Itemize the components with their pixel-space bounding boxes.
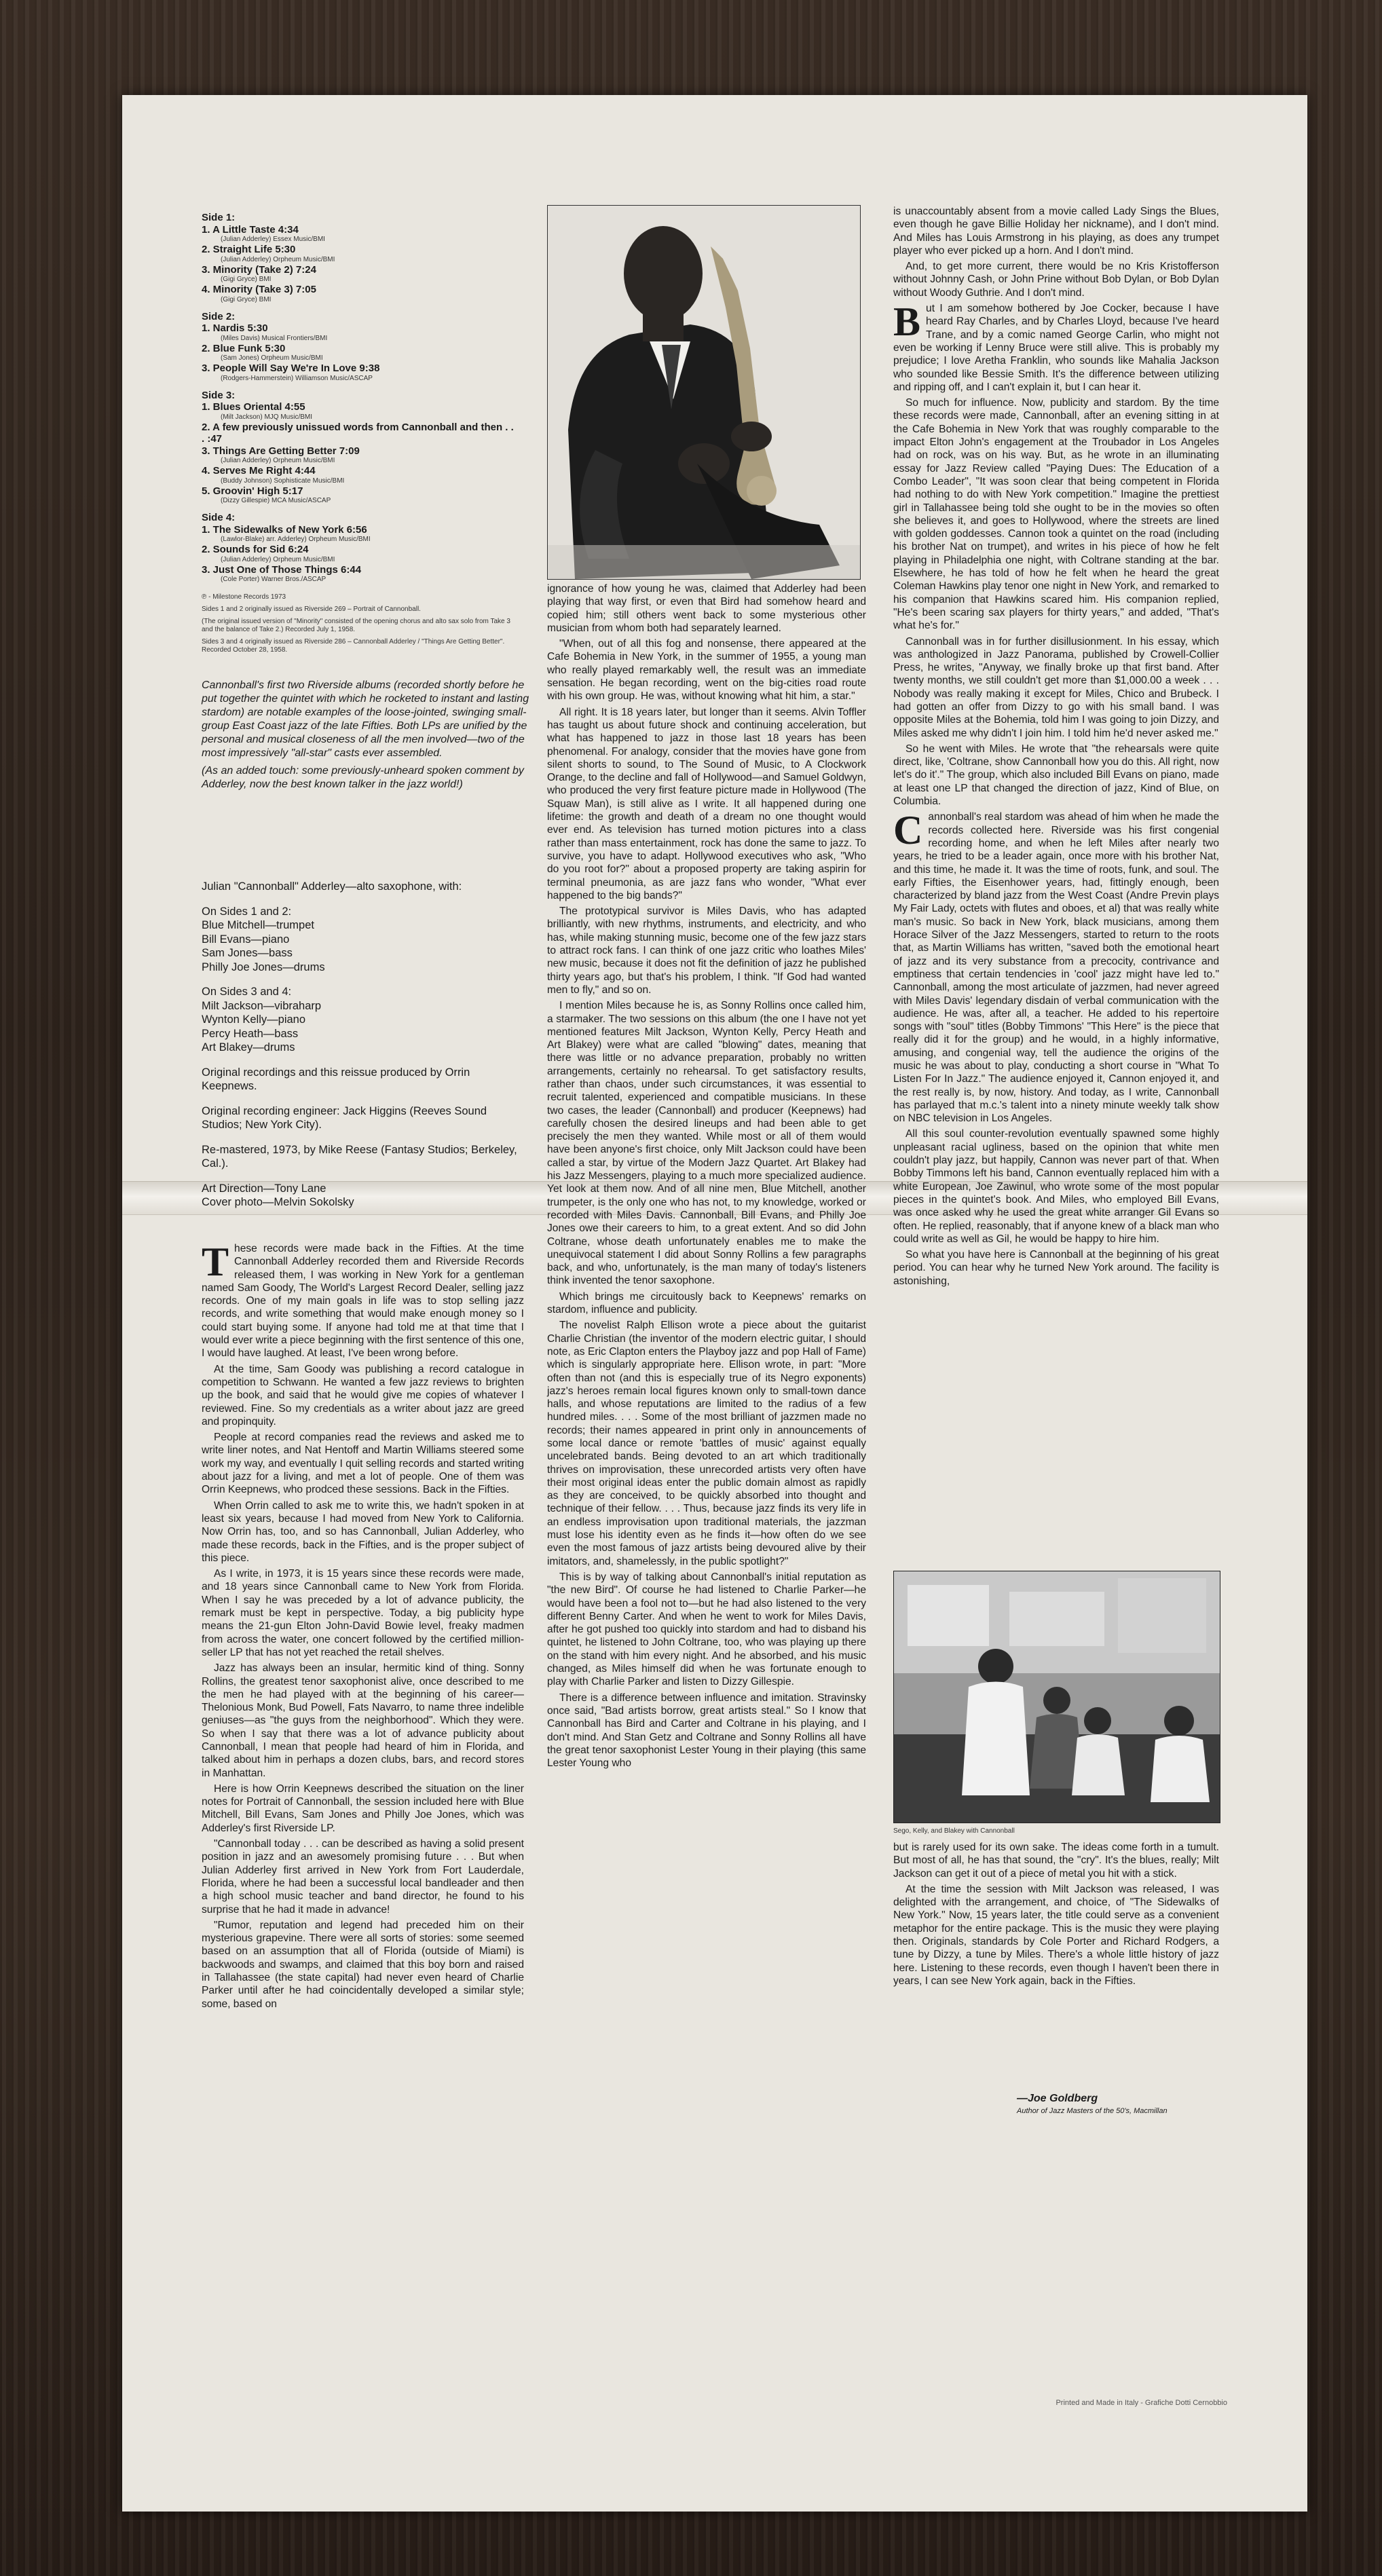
- track-title: 1. Nardis 5:30: [202, 322, 268, 334]
- album-summary: [202, 679, 534, 796]
- essay-paragraph: So he went with Miles. He wrote that "the rehearsals were quite direct, like, 'Coltrane, show Cannonball how you do this. All right, now let's do it'." The group, which also included Bill Evans on piano, made at least one LP that changed the direction of jazz, Kind of Blue, on Columbia.: [893, 743, 1219, 808]
- essay-paragraph: [202, 1239, 525, 1360]
- leader-line: Julian "Cannonball" Adderley—alto saxophone, with:: [202, 880, 462, 893]
- personnel-heading: On Sides 3 and 4:: [202, 986, 292, 998]
- track-title: 1. Blues Oriental 4:55: [202, 401, 305, 413]
- printed-in-italy: Printed and Made in Italy - Grafiche Dotti Cernobbio: [1056, 2399, 1227, 2407]
- track-title: 3. Things Are Getting Better 7:09: [202, 445, 360, 457]
- essay-paragraph: is unaccountably absent from a movie called Lady Sings the Blues, even though he gave Billie Holiday her nickname), and I don't mind. And Miles has Louis Armstrong in his playing, as does any trumpet player who ever picked up a horn. And I don't mind.: [893, 206, 1219, 257]
- essay-paragraph: The prototypical survivor is Miles Davis, who has adapted brilliantly, with new rhythms, instruments, and electricity, and who has, while making stunning music, become one of the few jazz stars to attract rock fans. I can think of one jazz critic who loathes Miles' new music, because it does not fit the definition of jazz he published thirty years ago, but that's his problem, I think. "If God had wanted men to fly," and so on.: [547, 906, 866, 996]
- track-title: 1. A Little Taste 4:34: [202, 223, 299, 236]
- track-title: 3. Minority (Take 2) 7:24: [202, 263, 316, 276]
- track-credit: (Gigi Gryce) BMI: [221, 276, 272, 283]
- track-credit: (Milt Jackson) MJQ Music/BMI: [221, 413, 313, 421]
- drop-cap: B: [893, 299, 921, 345]
- essay-paragraph: Here is how Orrin Keepnews described the situation on the liner notes for Portrait of Cannonball, the session included here with Blue Mitchell, Bill Evans, Sam Jones and Philly Joe Jones, which was Adderley's first Riverside LP.: [202, 1782, 524, 1834]
- issue-note: (The original issued version of "Minority" consisted of the opening chorus and alto sax solo from Take 3 and the balance of Take 2.) Recorded July 1, 1958.: [202, 618, 510, 633]
- essay-paragraph: All this soul counter-revolution eventually spawned some highly unpleasant racial ugliness, based on the opinion that white men couldn't play jazz, but happily, Cannon was never part of that. When Bobby Timmons left his band, Cannon eventually replaced him with a white European, Joe Zawinul, who wrote some of the most popular pieces in the quintet's book. And Miles, who employed Bill Evans, was once asked why he used the great white arranger Gil Evans so often. He replied, reasonably, that if anyone knew of a black man who could write as well as Gil, he would be happy to hire him.: [893, 1128, 1219, 1245]
- copyright: ℗ - Milestone Records 1973: [202, 593, 286, 601]
- essay-paragraph: So what you have here is Cannonball at the beginning of his great period. You can hear why he turned New York around. The facility is astonishing,: [893, 1249, 1219, 1287]
- essay-paragraph-text: annonball's real stardom was ahead of him when he made the records collected here. Riverside was his first congenial recording home, and when he left Miles after nearly two years, he tried to be a leader again, once more with his brother Nat, and this time, he made it. It was the time of roots, funk, and soul. The early Fifties, the Eisenhower years, had, fittingly enough, been characterized by bland jazz from the West Coast (Andre Previn plays My Fair Lady, octets with flutes and oboes, et al) that was really white man's music. So back in New York, black musicians, among them Horace Silver of the Jazz Messengers, started to return to the roots that, as Martin Williams has written, "saved both the emotional heart of jazz and its very substance from a precocity, contrivance and emptiness that certain tendencies in 'cool' jazz might have led to." Cannonball, among the most articulate of jazzmen, had never agreed with Miles Davis' legendary disdain of verbal communication with the audience. He was, after all, a teacher. He added to his repertoire songs with "soul" titles (Bobby Timmons' "This Here" is the piece that really did it for the group) and he would, in a highly informative, amusing, and congenial way, tell the audience the origins of the music he was about to play, conducting a short course in "What To Listen For In Jazz." The audience enjoyed it, Cannon enjoyed it, and the rest really is, by now, history. And today, as I write, Cannonball has parlayed that m.c.'s talent into a ninety minute weekly talk show on NBC television in Los Angeles.: [893, 811, 1219, 1125]
- issue-note: Sides 1 and 2 originally issued as Riverside 269 – Portrait of Cannonball.: [202, 605, 421, 613]
- author-affiliation: Author of Jazz Masters of the 50's, Macmillan: [1017, 2107, 1168, 2115]
- summary-paragraph: Cannonball's first two Riverside albums (recorded shortly before he put together the quintet with which he rocketed to instant and lasting stardom) are notable examples of the loose-jointed, swinging small-group East Coast jazz of the late Fifties. Both LPs are unified by the personal and musical closeness of all the men involved—two of the most impressively "all-star" casts ever assembled.: [202, 679, 529, 759]
- essay-paragraph: At the time, Sam Goody was publishing a record catalogue in competition to Schwann. He wanted a few jazz reviews to brighten up the book, and said that he would give me copies of whatever I reviewed. Fine. So my credentials as a writer about jazz are greed and propinquity.: [202, 1363, 524, 1427]
- essay-paragraph: All right. It is 18 years later, but longer than it seems. Alvin Toffler has taught us about future shock and continuing acceleration, but what has happened to jazz in those last 18 years has been phenomenal. For analogy, consider that the movies have gone from silent shorts to sound, to The Sound of Music, to A Clockwork Orange, to the decline and fall of Hollywood—and Samuel Goldwyn, who produced the very first feature picture made in Hollywood (The Squaw Man), is still alive as I write. It all happened during one lifetime: the growth and death of a dream no one thought would ever end. As television has turned motion pictures into a class rather than mass entertainment, rock has done the same to jazz. To survive, you have to adapt. Hollywood executives who ask, "Who do you root for?" about a proposed property are taking aspirin for terminal pneumonia, as are jazz fans who wonder, "What ever happened to the big bands?": [547, 706, 866, 901]
- essay-paragraph: I mention Miles because he is, as Sonny Rollins once called him, a starmaker. The two sessions on this album (the one I have not yet mentioned features Milt Jackson, Wynton Kelly, Percy Heath and Art Blakey) were what are called "blowing" dates, meaning that there was little or no advance preparation, probably no written arrangements, certainly no rehearsal. To get satisfactory results, rather than chaos, under such circumstances, it was essential to recruit talented, experienced and compatible musicians. In these two cases, the leader (Cannonball) and producer (Keepnews) had carefully chosen the desired lineups and had been able to get precisely the men they wanted. While most or all of them would have been anyone's first choice, only Milt Jackson could have been called a star, by virtue of the Modern Jazz Quartet. Art Blakey had his Jazz Messengers, playing to a much more specialized audience. Yet look at them now. And of all nine men, Blue Mitchell, another trumpeter, is the only one who has not, to my knowledge, worked or recorded with Miles Davis. Cannonball, Bill Evans, and Philly Joe Jones owe their careers to him, to a great extent. And so did John Coltrane, whose death unfortunately enables me to make the unequivocal statement I did about Sonny Rollins a few paragraphs back, and who, unfortunately, is the man many of today's listeners think invented the tenor saxophone.: [547, 1000, 866, 1287]
- track-credit: (Julian Adderley) Orpheum Music/BMI: [221, 457, 335, 464]
- essay-paragraph: "When, out of all this fog and nonsense, there appeared at the Cafe Bohemia in New York, in the summer of 1955, a young man who really played remarkably well, the result was an immediate sensation. He began recording, went on the big-cities road route with his own group. He was, without knowing what hit him, a star.": [547, 638, 866, 703]
- track-credit: (Buddy Johnson) Sophisticate Music/BMI: [221, 477, 345, 485]
- drop-cap: C: [893, 808, 923, 853]
- photo-caption: Sego, Kelly, and Blakey with Cannonball: [893, 1827, 1015, 1835]
- track-credit: (Julian Adderley) Orpheum Music/BMI: [221, 255, 335, 263]
- essay-paragraph-text: ut I am somehow bothered by Joe Cocker, because I have heard Ray Charles, and by Charles Lloyd, because I've heard Trane, and by a comic named George Carlin, who might not even be working if Lenny Bruce were still alive. This is probably my prejudice; I love Aretha Franklin, who sounds like Mahalia Jackson who sounded like Bessie Smith. It's the difference between utilizing and ripping off, and I can't explain it, but I can hear it.: [893, 303, 1219, 393]
- track-title: 2. Sounds for Sid 6:24: [202, 544, 309, 555]
- musician: Milt Jackson—vibraharp: [202, 999, 322, 1012]
- saxophonist-photo: [547, 205, 861, 580]
- essay-paragraph: "Rumor, reputation and legend had preceded him on their mysterious grapevine. There were all sorts of stories: some seemed based on an assumption that all of Florida (outside of Miami) is backwoods and swamps, and claimed that this boy born and raised in Tallahassee (the state capital) had never even heard of Charlie Parker until after he had coincidentally developed a similar style; some, based on: [202, 1919, 524, 2010]
- essay-paragraph: Jazz has always been an insular, hermitic kind of thing. Sonny Rollins, the greatest tenor saxophonist alive, once described to me the men he had played with at the beginning of his career—Thelonious Monk, Bud Powell, Fats Navarro, to name three indelible geniuses—as "the guys from the neighborhood". Which they were. So when I say that there was a lot of advance publicity about Cannonball, I mean that people had heard of him in Florida, and talked about him in perhaps a dozen clubs, bars, and record stores in Manhattan.: [202, 1662, 524, 1779]
- track-credit: (Lawlor-Blake) arr. Adderley) Orpheum Music/BMI: [221, 536, 371, 543]
- essay-paragraph: "Cannonball today . . . can be described as having a solid present position in jazz and an awesomely promising future . . . But when Julian Adderley first arrived in New York from Fort Lauderdale, Florida, where he had been a successful local bandleader and then a high school music teacher and band director, he found to his surprise that he had it made in advance!: [202, 1838, 524, 1916]
- musician: Sam Jones—bass: [202, 947, 293, 959]
- credit-producer: Original recordings and this reissue produced by Orrin Keepnews.: [202, 1066, 470, 1092]
- musician: Wynton Kelly—piano: [202, 1013, 306, 1026]
- credit-art: Art Direction—Tony Lane Cover photo—Melvin Sokolsky: [202, 1182, 354, 1208]
- musician: Percy Heath—bass: [202, 1027, 299, 1040]
- essay-paragraph: [893, 299, 1219, 394]
- essay-paragraph-text: hese records were made back in the Fifties. At the time Cannonball Adderley recorded them and Riverside Records released them, I was working in New York for a gentleman named Sam Goody, The World's Largest Record Dealer, selling jazz records. One of my main goals in life was to stop selling jazz records, and write something that would make enough money so I could start buying some. If anyone had told me at that time that I would ever write a piece beginning with the first sentence of this one, I would have laughed. At least, I've been wrong before.: [202, 1243, 525, 1360]
- essay-column-right: [893, 205, 1219, 1290]
- essay-paragraph: ignorance of how young he was, claimed that Adderley had been playing that way first, or even that Bird had somehow heard and copied him; still others went back to some mysterious other musician from whom both had separately learned.: [547, 583, 866, 634]
- musician: Bill Evans—piano: [202, 933, 290, 946]
- track-title: 4. Minority (Take 3) 7:05: [202, 284, 316, 295]
- personnel-sides-1-2: [202, 905, 527, 975]
- essay-paragraph: As I write, in 1973, it is 15 years since these records were made, and 18 years since Cannonball came to New York from Florida. When I say he was preceded by a lot of advance publicity, the remark must be kept in perspective. Today, a big publicity hype means the 21-gun Elton John-David Bowie level, freaky madmen from across the water, one concert followed by the certified million-seller LP that has not yet reached the retail shelves.: [202, 1568, 524, 1658]
- track-title: 2. Straight Life 5:30: [202, 244, 296, 255]
- essay-paragraph: So much for influence. Now, publicity and stardom. By the time these records were made, Cannonball, after an evening sitting in at the Cafe Bohemia in New York that was roughly comparable to the impact Elton John's engagement at the Troubador in Los Angeles had on rock, was on his way. But, as he wrote in an illuminating essay for Jazz Review called "Paying Dues: The Education of a Combo Leader", "It was soon clear that being competent in Florida had nothing to do with New York competition." Imagine the prettiest girl in Tallahassee being told she ought to be in the movies so often she believes it, and goes to Hollywood, where the streets are lined with golden goddesses. Cannon took a quintet on the road (including his brother Nat on trumpet), and writes in his piece of how he felt playing in Philadelphia one night, with Coltrane standing at the bar. Elsewhere, he has told of how he felt when he heard the great Coleman Hawkins play tenor one night in New York, and remarked to his companion that Hawkins scared him. His companion replied, "He's been scaring sax players for thirty years," and added, "That's what he's for.": [893, 397, 1219, 632]
- musician: Art Blakey—drums: [202, 1041, 295, 1053]
- track-credit: (Julian Adderley) Orpheum Music/BMI: [221, 555, 335, 563]
- track-title: 1. The Sidewalks of New York 6:56: [202, 523, 367, 536]
- track-title: 2. Blue Funk 5:30: [202, 342, 286, 354]
- track-title: 3. Just One of Those Things 6:44: [202, 563, 362, 576]
- summary-paragraph: (As an added touch: some previously-unheard spoken comment by Adderley, now the best known talker in the jazz world!): [202, 765, 524, 790]
- track-credit: (Miles Davis) Musical Frontiers/BMI: [221, 334, 328, 342]
- track-title: 3. People Will Say We're In Love 9:38: [202, 362, 380, 374]
- credit-remaster: Re-mastered, 1973, by Mike Reese (Fantasy Studios; Berkeley, Cal.).: [202, 1143, 517, 1170]
- drop-cap: T: [202, 1239, 229, 1284]
- essay-column-left: [202, 1239, 525, 2013]
- track-credit: (Dizzy Gillespie) MCA Music/ASCAP: [221, 497, 331, 504]
- track-credit: (Cole Porter) Warner Bros./ASCAP: [221, 576, 326, 583]
- tracklist: [202, 205, 514, 654]
- side-heading: Side 2:: [202, 310, 236, 322]
- essay-paragraph: but is rarely used for its own sake. The ideas come forth in a tumult. But most of all, he has that sound, the "cry". It's the blues, really; Milt Jackson can get it out of a piece of metal you hit with a stick.: [893, 1842, 1219, 1880]
- essay-paragraph: Cannonball was in for further disillusionment. In his essay, which was anthologized in Jazz Panorama, published by Crowell-Collier Press, he writes, "Anyway, we finally broke up that first band. After twenty months, we still couldn't get more than $1,000.00 a week . . . Nobody was really making it except for Miles, Chico and Brubeck. I had gotten an offer from Dizzy to go with his small band. I was opposite Miles at the Bohemia, told him I was going to join Dizzy, and Miles asked me why didn't I join him. I told him he'd never asked me.": [893, 635, 1219, 739]
- issue-note: Sides 3 and 4 originally issued as Riverside 286 – Cannonball Adderley / "Things Are Getting Better". Recorded October 28, 1958.: [202, 638, 505, 654]
- track-title: 4. Serves Me Right 4:44: [202, 465, 316, 477]
- essay-paragraph: [893, 810, 1219, 1125]
- credit-engineer: Original recording engineer: Jack Higgins (Reeves Sound Studios; New York City).: [202, 1104, 487, 1131]
- essay-column-right-bottom: [893, 1841, 1219, 1990]
- essay-paragraph: Which brings me circuitously back to Keepnews' remarks on stardom, influence and publicity.: [547, 1290, 866, 1316]
- personnel-sides-3-4: [202, 985, 527, 1055]
- band-photo: [893, 1571, 1220, 1823]
- band-photo-image: [894, 1571, 1220, 1823]
- musician: Blue Mitchell—trumpet: [202, 919, 314, 931]
- side-heading: Side 3:: [202, 389, 236, 401]
- signature-block: [1017, 2092, 1241, 2118]
- track-credit: (Rodgers-Hammerstein) Williamson Music/ASCAP: [221, 374, 373, 382]
- essay-paragraph: At the time the session with Milt Jackson was released, I was delighted with the arrangement, and choice, of "The Sidewalks of New York." Now, 15 years later, the title could serve as a convenient metaphor for the entire package. This is the music they were playing then. Originals, standards by Cole Porter and Richard Rodgers, a tune by Dizzy, a tune by Miles. There's a whole little history of jazz here. Listening to these records, even though I haven't been there in years, I can see New York again, back in the Fifties.: [893, 1883, 1219, 1987]
- track-credit: (Gigi Gryce) BMI: [221, 295, 272, 303]
- track-credit: (Julian Adderley) Essex Music/BMI: [221, 236, 325, 243]
- track-title: 5. Groovin' High 5:17: [202, 485, 303, 497]
- musician: Philly Joe Jones—drums: [202, 960, 325, 973]
- personnel-and-credits: [202, 880, 527, 1220]
- essay-paragraph: The novelist Ralph Ellison wrote a piece about the guitarist Charlie Christian (the inventor of the modern electric guitar, I should note, as Eric Clapton enters the Playboy jazz and pop Hall of Fame) which is singularly appropriate here. Ellison wrote, in part: "More often than not (and this is especially true of its Negro exponents) jazz's heroes remain local figures known only to small-town dance halls, and whose reputations are limited to the radius of a few hundred miles. . . . Some of the most brilliant of jazzmen made no records; their names appeared in print only in announcements of some local dance or remote 'battles of music' against equally uncelebrated bands. Being devoted to an art which traditionally thrives on improvisation, these unrecorded artists very often have their most original ideas enter the public domain almost as rapidly as they are conceived, to be quickly absorbed into thought and technique of their fellow. . . . Thus, because jazz finds its very life in an endless improvisation upon traditional materials, the jazzman must lose his identity even as he finds it—how often do we see even the most famous of jazz artists being devoured alive by their imitators, and, shamelessly, in the public spotlight?": [547, 1320, 866, 1567]
- essay-paragraph: People at record companies read the reviews and asked me to write liner notes, and Nat Hentoff and Martin Williams steered some work my way, and eventually I quit selling records and started writing about jazz for a living, and met a lot of people. One of them was Orrin Keepnews, who prodced these sessions. Back in the Fifties.: [202, 1432, 524, 1496]
- track-credit: (Sam Jones) Orpheum Music/BMI: [221, 354, 323, 362]
- essay-column-middle: [547, 582, 866, 1772]
- essay-paragraph: And, to get more current, there would be no Kris Kristofferson without Johnny Cash, or John Prine without Bob Dylan, or Bob Dylan without Woody Guthrie. And I don't mind.: [893, 261, 1219, 299]
- essay-paragraph: This is by way of talking about Cannonball's initial reputation as "the new Bird". Of course he had listened to Charlie Parker—he would have been a fool not to—but he had also listened to the very different Benny Carter. And when he went to work for Miles Davis, after he got pushed too quickly into stardom and had to disband his quintet, he listened to John Coltrane, too, who was playing up there on the stand with him every night. And he absorbed, and his music changed, as Miles himself did when he was fortunate enough to play with Charlie Parker and listen to Dizzy Gillespie.: [547, 1571, 866, 1688]
- photo-image: [548, 206, 860, 579]
- essay-paragraph: When Orrin called to ask me to write this, we hadn't spoken in at least six years, because I had moved from New York to California. Now Orrin has, too, and so has Cannonball, Julian Adderley, who made these records, back in the Fifties, and is the proper subject of this piece.: [202, 1499, 524, 1564]
- side-heading: Side 4:: [202, 512, 236, 523]
- personnel-heading: On Sides 1 and 2:: [202, 905, 292, 918]
- author-name: —Joe Goldberg: [1017, 2093, 1098, 2104]
- track-title: 2. A few previously unissued words from Cannonball and then . . . :47: [202, 421, 514, 445]
- side-heading: Side 1:: [202, 212, 236, 223]
- essay-paragraph: There is a difference between influence and imitation. Stravinsky once said, "Bad artists borrow, great artists steal." So I know that Cannonball has Bird and Carter and Coltrane in his playing, and I don't mind. And Stan Getz and Coltrane and Sonny Rollins all have the great tenor saxophonist Lester Young in their playing (this same Lester Young who: [547, 1692, 866, 1770]
